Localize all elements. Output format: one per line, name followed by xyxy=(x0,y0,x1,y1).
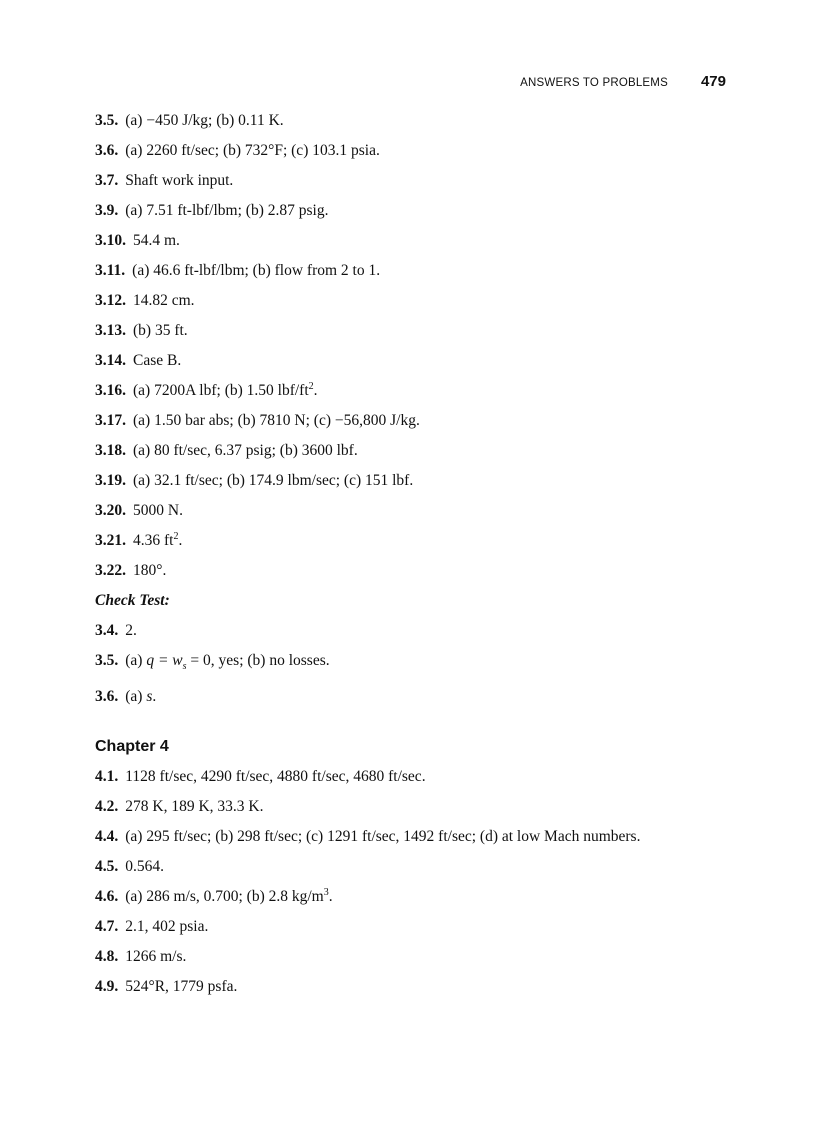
answer-text: 180°. xyxy=(133,562,167,579)
answer-text-part: . xyxy=(313,382,318,399)
answer-text: Shaft work input. xyxy=(125,172,234,189)
answer-text: 2. xyxy=(125,622,137,639)
answer-text-part: . xyxy=(178,532,183,549)
answer-text xyxy=(125,651,727,677)
check-test-answer xyxy=(95,651,727,677)
answer-item xyxy=(95,827,727,847)
answer-text: 2.1, 402 psia. xyxy=(125,918,209,936)
answer-number: 4.4. xyxy=(95,828,119,846)
answer-item xyxy=(95,381,727,401)
answer-text: (a) 32.1 ft/sec; (b) 174.9 lbm/sec; (c) 151 lbf. xyxy=(133,472,414,489)
answer-text: 524°R, 1779 psfa. xyxy=(125,978,238,996)
answer-number: 3.9. xyxy=(95,202,119,219)
answer-item xyxy=(95,291,727,311)
answer-item xyxy=(95,261,727,281)
answer-number: 3.21. xyxy=(95,532,126,549)
answer-number: 3.12. xyxy=(95,292,126,309)
answer-text-part: (a) 7200A lbf; (b) 1.50 lbf/ft xyxy=(133,382,309,399)
answer-text-part: (a) xyxy=(125,688,147,706)
answer-text: (a) 2260 ft/sec; (b) 732°F; (c) 103.1 psia. xyxy=(125,142,380,159)
check-test-heading: Check Test: xyxy=(95,592,170,609)
answer-text: 1266 m/s. xyxy=(125,948,187,966)
answer-number: 3.18. xyxy=(95,442,126,459)
answer-number: 3.19. xyxy=(95,472,126,489)
answer-item xyxy=(95,471,727,491)
running-header xyxy=(520,73,726,90)
answer-item xyxy=(95,411,727,431)
answers-content xyxy=(95,111,727,1007)
check-test-answer xyxy=(95,621,727,641)
answer-number: 3.20. xyxy=(95,502,126,519)
answer-text-part: . xyxy=(152,688,157,706)
answer-text: (a) 7.51 ft-lbf/lbm; (b) 2.87 psig. xyxy=(125,202,329,219)
answer-number: 4.5. xyxy=(95,858,119,876)
superscript: 2 xyxy=(308,381,314,392)
superscript: 2 xyxy=(173,531,179,542)
answer-text-part: 4.36 ft xyxy=(133,532,174,549)
answer-text: 5000 N. xyxy=(133,502,183,519)
answer-text: (a) 80 ft/sec, 6.37 psig; (b) 3600 lbf. xyxy=(133,442,358,459)
answer-item xyxy=(95,767,727,787)
answer-item xyxy=(95,351,727,371)
answer-item xyxy=(95,797,727,817)
answer-number: 3.4. xyxy=(95,622,119,639)
answer-text xyxy=(133,531,727,551)
answer-text: Case B. xyxy=(133,352,182,369)
math-expression-tail: = 0 xyxy=(186,652,211,669)
answer-text: (a) 295 ft/sec; (b) 298 ft/sec; (c) 1291 ft/sec, 1492 ft/sec; (d) at low Mach numbers. xyxy=(125,828,641,846)
answer-text: (a) 1.50 bar abs; (b) 7810 N; (c) −56,800 J/kg. xyxy=(133,412,420,429)
answer-text xyxy=(133,381,727,401)
answer-number: 3.6. xyxy=(95,142,119,159)
answer-number: 3.10. xyxy=(95,232,126,249)
answer-item xyxy=(95,111,727,131)
answer-item xyxy=(95,977,727,997)
answer-text: 14.82 cm. xyxy=(133,292,195,309)
answer-text xyxy=(125,887,727,907)
answer-item xyxy=(95,141,727,161)
page-number: 479 xyxy=(700,73,726,90)
answer-number: 3.6. xyxy=(95,688,119,706)
superscript: 3 xyxy=(323,887,329,899)
answer-item xyxy=(95,171,727,191)
chapter-heading: Chapter 4 xyxy=(95,738,169,756)
answer-text-part: , yes; (b) no losses. xyxy=(210,652,330,669)
answer-text: 278 K, 189 K, 33.3 K. xyxy=(125,798,264,816)
math-expression: q = w xyxy=(146,652,183,669)
answer-number: 3.16. xyxy=(95,382,126,399)
answer-number: 4.1. xyxy=(95,768,119,786)
answer-number: 4.7. xyxy=(95,918,119,936)
answer-number: 3.22. xyxy=(95,562,126,579)
answer-text xyxy=(125,687,727,707)
answer-item xyxy=(95,561,727,581)
answer-text-part: (a) xyxy=(125,652,147,669)
answer-number: 3.5. xyxy=(95,652,119,669)
answer-text-part: (a) 286 m/s, 0.700; (b) 2.8 kg/m xyxy=(125,888,324,906)
answer-text-part: . xyxy=(328,888,333,906)
answer-text: 0.564. xyxy=(125,858,164,876)
answer-number: 3.14. xyxy=(95,352,126,369)
answer-item xyxy=(95,231,727,251)
subscript: s xyxy=(182,661,187,673)
check-test-answer xyxy=(95,687,727,707)
answer-item xyxy=(95,857,727,877)
answer-number: 4.8. xyxy=(95,948,119,966)
answer-text: 54.4 m. xyxy=(133,232,180,249)
answer-number: 3.7. xyxy=(95,172,119,189)
answer-item xyxy=(95,917,727,937)
answer-item xyxy=(95,321,727,341)
answer-number: 3.17. xyxy=(95,412,126,429)
answer-number: 4.9. xyxy=(95,978,119,996)
answer-text: (a) 46.6 ft-lbf/lbm; (b) flow from 2 to 1. xyxy=(132,262,381,279)
answer-item xyxy=(95,501,727,521)
answer-number: 3.13. xyxy=(95,322,126,339)
answer-text: 1128 ft/sec, 4290 ft/sec, 4880 ft/sec, 4680 ft/sec. xyxy=(125,768,426,786)
answer-item xyxy=(95,887,727,907)
answer-text: (a) −450 J/kg; (b) 0.11 K. xyxy=(125,112,284,129)
answer-text: (b) 35 ft. xyxy=(133,322,188,339)
answer-number: 3.5. xyxy=(95,112,119,129)
answer-item xyxy=(95,201,727,221)
running-head-title: ANSWERS TO PROBLEMS xyxy=(520,77,668,89)
answer-item xyxy=(95,441,727,461)
answer-item xyxy=(95,531,727,551)
answer-number: 4.6. xyxy=(95,888,119,906)
answer-number: 3.11. xyxy=(95,262,126,279)
answer-item xyxy=(95,947,727,967)
answer-number: 4.2. xyxy=(95,798,119,816)
math-expression: s xyxy=(146,688,153,706)
